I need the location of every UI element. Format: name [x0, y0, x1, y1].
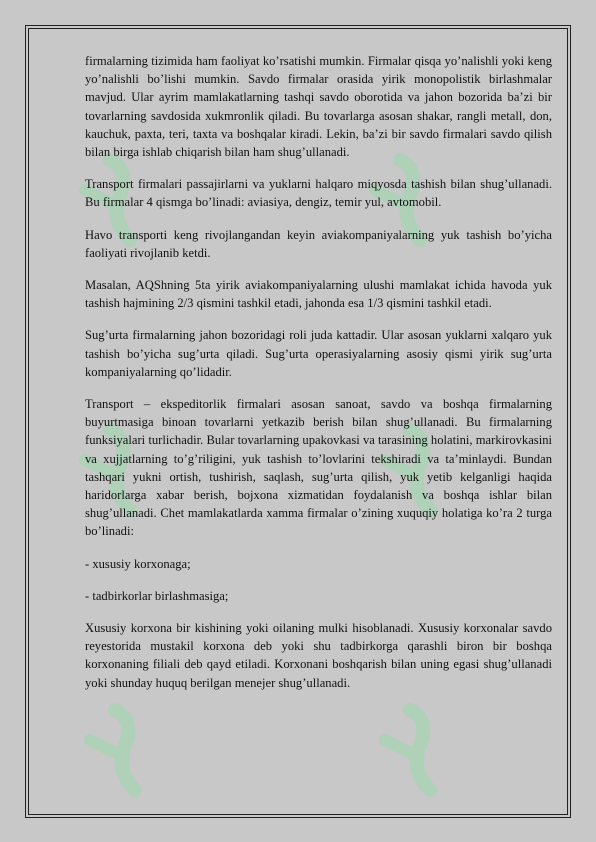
- list-item: - tadbirkorlar birlashmasiga;: [85, 588, 229, 603]
- paragraph: Xususiy korxona bir kishining yoki oilaning mulki hisoblanadi. Xususiy korxonalar savdo reyestorida mustakil korxona deb yoki shu tadbirkorga qarashli biron bir boshqa korxonaning filiali deb qayd etiladi. Korxonani boshqarish bilan uning egasi shug’ullanadi yoki shunday huquq berilgan menejer shug’ullanadi.: [85, 621, 552, 690]
- paragraph: Transport – ekspeditorlik firmalari asosan sanoat, savdo va boshqa firmalarning buyurtmasiga binoan tovarlarni yetkazib berish bilan shug’ullanadi. Bu firmalarning funksiyalari turlichadir. Bular tovarlarning upakovkasi va tarasining holatini, markirovkasini va xujjatlarning to’g’riligini, yuk tashish to’lovlarini tekshiradi va ta’minlaydi. Bundan tashqari yukni ortish, tushirish, saqlash, sug’urta qilish, yuk yetib kelganligi haqida haridorlarga xabar berish, bojxona xizmatidan foydalanish va boshqa ishlar bilan shug’ullanadi. Chet mamlakatlarda xamma firmalar o’zining xuquqiy holatiga ko’ra 2 turga bo’linadi:: [85, 397, 552, 539]
- paragraph: firmalarning tizimida ham faoliyat ko’rsatishi mumkin. Firmalar qisqa yo’nalishli yoki keng yo’nalishli bo’lishi mumkin. Savdo firmalar orasida yirik monopolistik birlashmalar mavjud. Ular ayrim mamlakatlarning tashqi savdo oborotida va jahon bozorida ba’zi bir tovarlarning savdosida xukmronlik qiladi. Bu tovarlarga asosan shakar, rangli metall, don, kauchuk, paxta, teri, taxta va boshqalar kiradi. Lekin, ba’zi bir savdo firmalari savdo qilish bilan birga ishlab chiqarish bilan ham shug’ullanadi.: [85, 54, 552, 160]
- paragraph: Transport firmalari passajirlarni va yuklarni halqaro miqyosda tashish bilan shug’ullanadi. Bu firmalar 4 qismga bo’linadi: aviasiya, dengiz, temir yul, avtomobil.: [85, 177, 552, 210]
- paragraph: Masalan, AQShning 5ta yirik aviakompaniyalarning ulushi mamlakat ichida havoda yuk tashish hajmining 2/3 qismini tashkil etadi, jahonda esa 1/3 qismini tashkil etadi.: [85, 278, 552, 311]
- document-body: [85, 52, 552, 706]
- paragraph: Sug’urta firmalarning jahon bozoridagi roli juda kattadir. Ular asosan yuklarni xalqaro yuk tashish bo’yicha sug’urta qiladi. Sug’urta operasiyalarning asosiy qismi yirik sug’urta kompaniyalarning qo’lidadir.: [85, 328, 552, 379]
- list-item: - xususiy korxonaga;: [85, 556, 191, 571]
- paragraph: Havo transporti keng rivojlangandan keyin aviakompaniyalarning yuk tashish bo’yicha faoliyati rivojlanib ketdi.: [85, 227, 552, 260]
